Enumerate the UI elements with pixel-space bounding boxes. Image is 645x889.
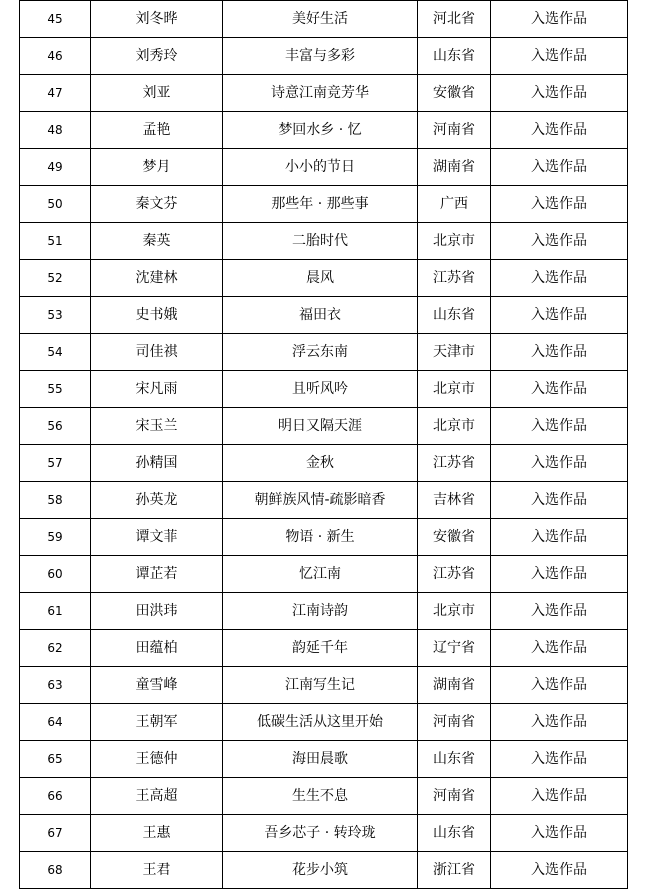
- entry-number-cell: 66: [20, 778, 91, 815]
- work-title-cell: 福田衣: [223, 297, 418, 334]
- table-row: [20, 445, 628, 482]
- province-cell: 浙江省: [418, 852, 491, 889]
- work-title-cell: 金秋: [223, 445, 418, 482]
- author-name-cell: 孟艳: [91, 112, 223, 149]
- author-name-cell: 田蕴柏: [91, 630, 223, 667]
- entry-number-cell: 57: [20, 445, 91, 482]
- award-status-cell: 入选作品: [491, 297, 628, 334]
- entry-number-cell: 48: [20, 112, 91, 149]
- entry-number-cell: 60: [20, 556, 91, 593]
- table-row: [20, 630, 628, 667]
- work-title-cell: 小小的节日: [223, 149, 418, 186]
- author-name-cell: 田洪玮: [91, 593, 223, 630]
- province-cell: 湖南省: [418, 149, 491, 186]
- entry-number-cell: 49: [20, 149, 91, 186]
- entry-number-cell: 67: [20, 815, 91, 852]
- province-cell: 北京市: [418, 223, 491, 260]
- award-status-cell: 入选作品: [491, 1, 628, 38]
- work-title-cell: 生生不息: [223, 778, 418, 815]
- province-cell: 广西: [418, 186, 491, 223]
- award-status-cell: 入选作品: [491, 667, 628, 704]
- entry-number-cell: 51: [20, 223, 91, 260]
- author-name-cell: 王惠: [91, 815, 223, 852]
- table-row: [20, 112, 628, 149]
- entry-number-cell: 55: [20, 371, 91, 408]
- award-status-cell: 入选作品: [491, 408, 628, 445]
- award-status-cell: 入选作品: [491, 630, 628, 667]
- author-name-cell: 刘秀玲: [91, 38, 223, 75]
- award-status-cell: 入选作品: [491, 445, 628, 482]
- entry-number-cell: 65: [20, 741, 91, 778]
- entry-number-cell: 56: [20, 408, 91, 445]
- work-title-cell: 明日又隔天涯: [223, 408, 418, 445]
- award-status-cell: 入选作品: [491, 741, 628, 778]
- author-name-cell: 秦英: [91, 223, 223, 260]
- award-status-cell: 入选作品: [491, 482, 628, 519]
- award-status-cell: 入选作品: [491, 593, 628, 630]
- award-status-cell: 入选作品: [491, 778, 628, 815]
- author-name-cell: 司佳祺: [91, 334, 223, 371]
- table-row: [20, 778, 628, 815]
- award-status-cell: 入选作品: [491, 852, 628, 889]
- entry-number-cell: 46: [20, 38, 91, 75]
- award-status-cell: 入选作品: [491, 704, 628, 741]
- author-name-cell: 王高超: [91, 778, 223, 815]
- province-cell: 河南省: [418, 778, 491, 815]
- table-row: [20, 297, 628, 334]
- entry-number-cell: 52: [20, 260, 91, 297]
- award-status-cell: 入选作品: [491, 260, 628, 297]
- province-cell: 天津市: [418, 334, 491, 371]
- author-name-cell: 沈建林: [91, 260, 223, 297]
- table-row: [20, 852, 628, 889]
- results-table: [19, 0, 628, 889]
- province-cell: 江苏省: [418, 260, 491, 297]
- table-row: [20, 260, 628, 297]
- author-name-cell: 童雪峰: [91, 667, 223, 704]
- work-title-cell: 那些年 · 那些事: [223, 186, 418, 223]
- table-row: [20, 408, 628, 445]
- table-row: [20, 482, 628, 519]
- province-cell: 山东省: [418, 297, 491, 334]
- author-name-cell: 梦月: [91, 149, 223, 186]
- results-table-body: [20, 1, 628, 889]
- author-name-cell: 宋玉兰: [91, 408, 223, 445]
- province-cell: 河南省: [418, 112, 491, 149]
- table-row: [20, 741, 628, 778]
- province-cell: 山东省: [418, 38, 491, 75]
- work-title-cell: 丰富与多彩: [223, 38, 418, 75]
- table-row: [20, 223, 628, 260]
- table-row: [20, 38, 628, 75]
- work-title-cell: 朝鲜族风情-疏影暗香: [223, 482, 418, 519]
- work-title-cell: 江南诗韵: [223, 593, 418, 630]
- table-row: [20, 556, 628, 593]
- work-title-cell: 晨风: [223, 260, 418, 297]
- author-name-cell: 谭文菲: [91, 519, 223, 556]
- work-title-cell: 物语 · 新生: [223, 519, 418, 556]
- table-row: [20, 704, 628, 741]
- author-name-cell: 秦文芬: [91, 186, 223, 223]
- table-row: [20, 815, 628, 852]
- province-cell: 山东省: [418, 741, 491, 778]
- province-cell: 江苏省: [418, 445, 491, 482]
- author-name-cell: 宋凡雨: [91, 371, 223, 408]
- province-cell: 河南省: [418, 704, 491, 741]
- author-name-cell: 王德仲: [91, 741, 223, 778]
- work-title-cell: 梦回水乡 · 忆: [223, 112, 418, 149]
- entry-number-cell: 61: [20, 593, 91, 630]
- province-cell: 吉林省: [418, 482, 491, 519]
- work-title-cell: 二胎时代: [223, 223, 418, 260]
- entry-number-cell: 58: [20, 482, 91, 519]
- province-cell: 北京市: [418, 371, 491, 408]
- work-title-cell: 浮云东南: [223, 334, 418, 371]
- entry-number-cell: 59: [20, 519, 91, 556]
- province-cell: 辽宁省: [418, 630, 491, 667]
- award-status-cell: 入选作品: [491, 38, 628, 75]
- entry-number-cell: 62: [20, 630, 91, 667]
- award-status-cell: 入选作品: [491, 556, 628, 593]
- province-cell: 湖南省: [418, 667, 491, 704]
- award-status-cell: 入选作品: [491, 149, 628, 186]
- province-cell: 北京市: [418, 408, 491, 445]
- award-status-cell: 入选作品: [491, 75, 628, 112]
- author-name-cell: 孙精国: [91, 445, 223, 482]
- work-title-cell: 诗意江南竞芳华: [223, 75, 418, 112]
- entry-number-cell: 64: [20, 704, 91, 741]
- work-title-cell: 且听风吟: [223, 371, 418, 408]
- author-name-cell: 刘亚: [91, 75, 223, 112]
- work-title-cell: 低碳生活从这里开始: [223, 704, 418, 741]
- award-status-cell: 入选作品: [491, 186, 628, 223]
- entry-number-cell: 47: [20, 75, 91, 112]
- award-status-cell: 入选作品: [491, 519, 628, 556]
- author-name-cell: 刘冬晔: [91, 1, 223, 38]
- table-row: [20, 1, 628, 38]
- entry-number-cell: 54: [20, 334, 91, 371]
- entry-number-cell: 68: [20, 852, 91, 889]
- award-status-cell: 入选作品: [491, 334, 628, 371]
- province-cell: 河北省: [418, 1, 491, 38]
- table-row: [20, 371, 628, 408]
- results-sheet: [19, 0, 627, 889]
- entry-number-cell: 50: [20, 186, 91, 223]
- table-row: [20, 667, 628, 704]
- award-status-cell: 入选作品: [491, 815, 628, 852]
- work-title-cell: 美好生活: [223, 1, 418, 38]
- author-name-cell: 史书娥: [91, 297, 223, 334]
- province-cell: 江苏省: [418, 556, 491, 593]
- entry-number-cell: 63: [20, 667, 91, 704]
- province-cell: 北京市: [418, 593, 491, 630]
- work-title-cell: 江南写生记: [223, 667, 418, 704]
- award-status-cell: 入选作品: [491, 112, 628, 149]
- award-status-cell: 入选作品: [491, 223, 628, 260]
- author-name-cell: 谭芷若: [91, 556, 223, 593]
- work-title-cell: 吾乡芯子 · 转玲珑: [223, 815, 418, 852]
- work-title-cell: 忆江南: [223, 556, 418, 593]
- table-row: [20, 186, 628, 223]
- award-status-cell: 入选作品: [491, 371, 628, 408]
- province-cell: 山东省: [418, 815, 491, 852]
- province-cell: 安徽省: [418, 519, 491, 556]
- entry-number-cell: 45: [20, 1, 91, 38]
- table-row: [20, 75, 628, 112]
- author-name-cell: 王君: [91, 852, 223, 889]
- table-row: [20, 149, 628, 186]
- work-title-cell: 韵延千年: [223, 630, 418, 667]
- entry-number-cell: 53: [20, 297, 91, 334]
- province-cell: 安徽省: [418, 75, 491, 112]
- author-name-cell: 王朝军: [91, 704, 223, 741]
- work-title-cell: 海田晨歌: [223, 741, 418, 778]
- table-row: [20, 593, 628, 630]
- work-title-cell: 花步小筑: [223, 852, 418, 889]
- table-row: [20, 334, 628, 371]
- author-name-cell: 孙英龙: [91, 482, 223, 519]
- table-row: [20, 519, 628, 556]
